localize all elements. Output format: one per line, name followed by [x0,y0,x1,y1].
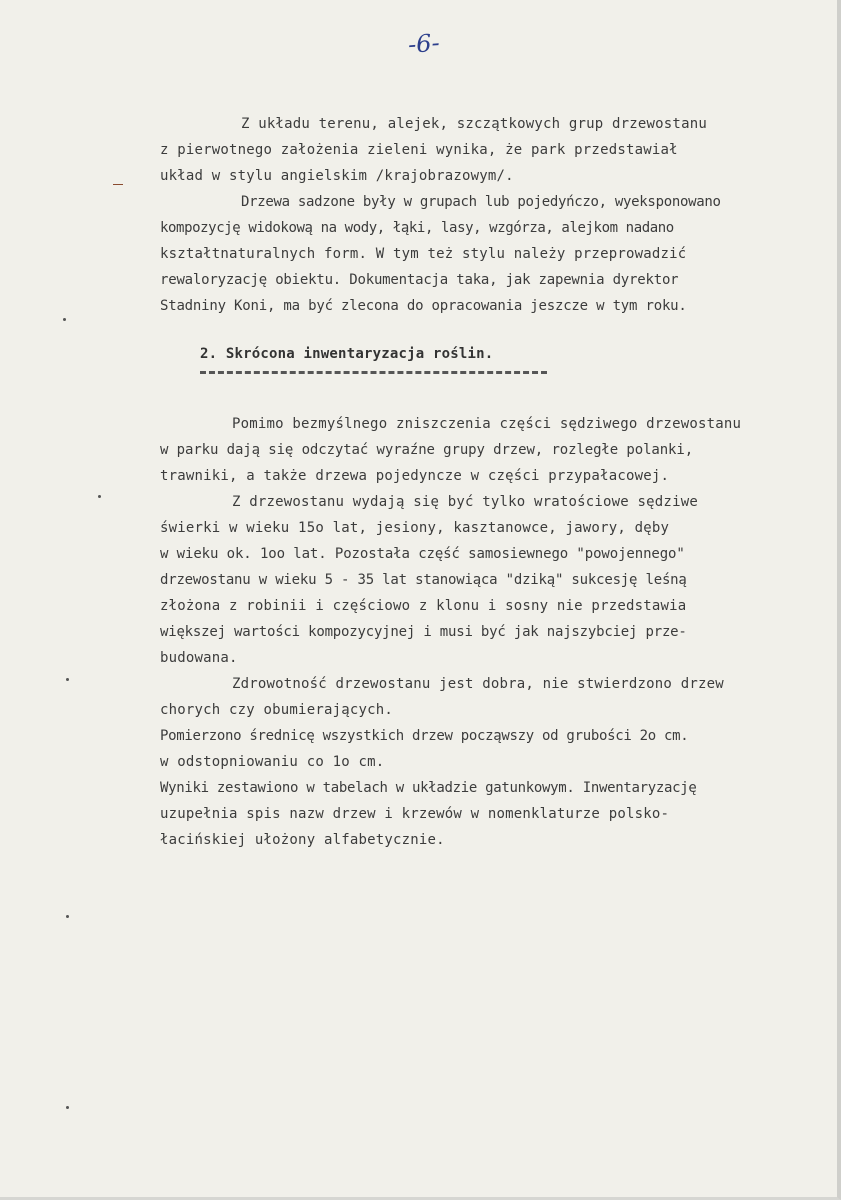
heading-underline [200,371,547,374]
text-line: budowana. [160,650,238,666]
text-line: Z układu terenu, alejek, szczątkowych grup drzewostanu [241,116,707,132]
text-line: w odstopniowaniu co 1o cm. [160,754,385,770]
text-line: kształtnaturalnych form. W tym też stylu należy przeprowadzić [160,246,687,262]
text-line: w parku dają się odczytać wyraźne grupy drzew, rozległe polanki, [160,442,694,458]
text-line: rewaloryzację obiektu. Dokumentacja taka, jak zapewnia dyrektor [160,272,679,288]
text-line: Pomimo bezmyślnego zniszczenia części sędziwego drzewostanu [232,416,742,432]
text-line: złożona z robinii i częściowo z klonu i sosny nie przedstawia [160,598,687,614]
text-line: chorych czy obumierających. [160,702,393,718]
text-line: łacińskiej ułożony alfabetycznie. [160,832,445,848]
text-line: Wyniki zestawiono w tabelach w układzie gatunkowym. Inwentaryzację [160,780,697,796]
margin-dot [66,678,69,681]
section-heading: 2. Skrócona inwentaryzacja roślin. [200,346,494,362]
text-line: układ w stylu angielskim /krajobrazowym/. [160,168,514,184]
text-line: świerki w wieku 15o lat, jesiony, kasztanowce, jawory, dęby [160,520,670,536]
margin-dot [66,915,69,918]
text-line: drzewostanu w wieku 5 - 35 lat stanowiąca "dziką" sukcesję leśną [160,572,687,588]
text-line: Stadniny Koni, ma być zlecona do opracowania jeszcze w tym roku. [160,298,687,314]
text-line: w wieku ok. 1oo lat. Pozostała część samosiewnego "powojennego" [160,546,685,562]
text-line: Drzewa sadzone były w grupach lub pojedyńczo, wyeksponowano [241,194,721,210]
margin-mark [113,184,123,185]
text-line: Pomierzono średnicę wszystkich drzew począwszy od grubości 2o cm. [160,728,689,744]
text-line: trawniki, a także drzewa pojedyncze w części przypałacowej. [160,468,670,484]
text-line: Zdrowotność drzewostanu jest dobra, nie stwierdzono drzew [232,676,724,692]
text-line: z pierwotnego założenia zieleni wynika, że park przedstawiał [160,142,678,158]
text-line: uzupełnia spis nazw drzew i krzewów w nomenklaturze polsko- [160,806,670,822]
text-line: kompozycję widokową na wody, łąki, lasy, wzgórza, alejkom nadano [160,220,674,236]
text-line: większej wartości kompozycyjnej i musi być jak najszybciej prze- [160,624,687,640]
margin-dot [66,1106,69,1109]
margin-dot [63,318,66,321]
page-number: -6- [407,28,441,59]
text-line: Z drzewostanu wydają się być tylko wratościowe sędziwe [232,494,698,510]
margin-dot [98,495,101,498]
